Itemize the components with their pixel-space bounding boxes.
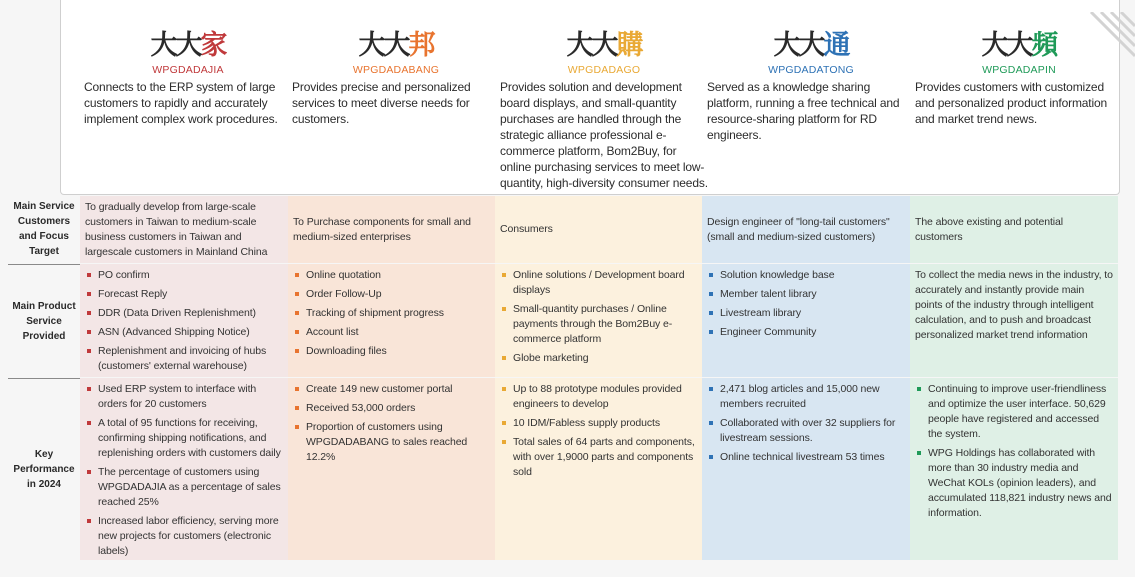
list-item: Continuing to improve user-friendliness and optimize the user interface. 50,629 people have registered and accessed the system. [915, 382, 1113, 442]
list-item: Received 53,000 orders [293, 401, 490, 416]
logo-suffix: 通 [823, 29, 849, 61]
list-item: Forecast Reply [85, 287, 283, 302]
list-item: Online solutions / Development board displays [500, 268, 697, 298]
brand-description: Served as a knowledge sharing platform, running a free technical and resource-sharing platform for RD engineers. [707, 80, 900, 142]
list-item: A total of 95 functions for receiving, confirming shipping notifications, and replenishing orders with customers daily [85, 416, 283, 461]
list-item: Tracking of shipment progress [293, 306, 490, 321]
list-item: Online quotation [293, 268, 490, 283]
list-item: Up to 88 prototype modules provided engineers to develop [500, 382, 697, 412]
logo-prefix: 大大 [150, 29, 201, 61]
brand-name: WPGDADAGO [567, 64, 641, 76]
list-item: Order Follow-Up [293, 287, 490, 302]
cell-product-service-wpgdadabang [288, 264, 495, 377]
brand-name: WPGDADAJIA [152, 64, 224, 76]
cell-focus-target-wpgdadajia [80, 196, 288, 263]
list-item: Total sales of 64 parts and components, with over 1,9000 parts and components sold [500, 435, 697, 480]
list-item: WPG Holdings has collaborated with more than 30 industry media and WeChat KOLs (opinion leaders), and accumulated 118,821 industry news and information. [915, 446, 1113, 521]
brand-description: Provides precise and personalized services to meet diverse needs for customers. [292, 80, 471, 126]
brand-name: WPGDADATONG [768, 64, 854, 76]
brand-logo [707, 26, 915, 61]
brand-wpgdadapin [915, 26, 1123, 127]
logo-suffix: 邦 [408, 29, 434, 61]
list-item: DDR (Data Driven Replenishment) [85, 306, 283, 321]
brand-name: WPGDADAPIN [982, 64, 1056, 76]
cell-text: Consumers [500, 223, 553, 235]
cell-text: The above existing and potential customers [915, 215, 1063, 243]
brand-logo [915, 26, 1123, 61]
list-item: Increased labor efficiency, serving more new projects for customers (electronic labels) [85, 514, 283, 559]
list-item: Account list [293, 325, 490, 340]
cell-text: Design engineer of "long-tail customers"(small and medium-sized customers) [707, 215, 890, 243]
cell-focus-target-wpgdadago [495, 196, 702, 263]
list-item: Small-quantity purchases / Online payments through the Bom2Buy e-commerce platform [500, 302, 697, 347]
cell-product-service-wpgdadapin [910, 264, 1118, 377]
logo-suffix: 家 [200, 29, 226, 61]
row-label-key-performance: Key Performance in 2024 [13, 449, 75, 490]
cell-focus-target-wpgdadapin [910, 196, 1118, 263]
brand-wpgdadajia [84, 26, 292, 127]
list-item: Engineer Community [707, 325, 905, 340]
cell-product-service-wpgdadago [495, 264, 702, 377]
cell-key-performance-wpgdadajia [80, 378, 288, 560]
logo-prefix: 大大 [566, 29, 617, 61]
list-item: ASN (Advanced Shipping Notice) [85, 325, 283, 340]
cell-text: To collect the media news in the industry, to accurately and instantly provide main points of the industry through intelligent calculation, and to push and broadcast personalized market trend information [915, 269, 1113, 341]
cell-key-performance-wpgdadabang [288, 378, 495, 560]
brand-description: Provides customers with customized and personalized product information and market trend news. [915, 80, 1108, 126]
cell-product-service-wpgdadajia [80, 264, 288, 377]
cell-focus-target-wpgdadabang [288, 196, 495, 263]
list-item: Collaborated with over 32 suppliers for livestream sessions. [707, 416, 905, 446]
list-item: Member talent library [707, 287, 905, 302]
logo-prefix: 大大 [773, 29, 824, 61]
cell-focus-target-wpgdadatong [702, 196, 910, 263]
list-item: 2,471 blog articles and 15,000 new members recruited [707, 382, 905, 412]
logo-suffix: 頻 [1031, 29, 1057, 61]
cell-product-service-wpgdadatong [702, 264, 910, 377]
cell-key-performance-wpgdadago [495, 378, 702, 560]
list-item: Solution knowledge base [707, 268, 905, 283]
list-item: Create 149 new customer portal [293, 382, 490, 397]
list-item: Used ERP system to interface with orders for 20 customers [85, 382, 283, 412]
list-item: Globe marketing [500, 351, 697, 366]
logo-suffix: 購 [616, 29, 642, 61]
list-item: The percentage of customers using WPGDADAJIA as a percentage of sales reached 25% [85, 465, 283, 510]
cell-text: To gradually develop from large-scale customers in Taiwan to medium-scale business customers in Taiwan and largescale customers in Mainland China [85, 200, 268, 258]
brand-wpgdadatong [707, 26, 915, 143]
list-item: Online technical livestream 53 times [707, 450, 905, 465]
cell-key-performance-wpgdadatong [702, 378, 910, 560]
brand-wpgdadabang [292, 26, 500, 127]
list-item: Replenishment and invoicing of hubs (customers' external warehouse) [85, 344, 283, 374]
list-item: 10 IDM/Fabless supply products [500, 416, 697, 431]
list-item: PO confirm [85, 268, 283, 283]
logo-prefix: 大大 [358, 29, 409, 61]
brand-logo [292, 26, 500, 61]
logo-prefix: 大大 [981, 29, 1032, 61]
list-item: Livestream library [707, 306, 905, 321]
cell-key-performance-wpgdadapin [910, 378, 1118, 560]
brand-description: Connects to the ERP system of large customers to rapidly and accurately implement complex work procedures. [84, 80, 278, 126]
cell-text: To Purchase components for small and medium-sized enterprises [293, 215, 471, 243]
row-label-product-service: Main Product Service Provided [12, 300, 76, 342]
brand-logo [84, 26, 292, 61]
brand-name: WPGDADABANG [352, 64, 440, 76]
brand-wpgdadago [500, 26, 708, 191]
list-item: Proportion of customers using WPGDADABANG to sales reached 12.2% [293, 420, 490, 465]
list-item: Downloading files [293, 344, 490, 359]
brand-logo [500, 26, 708, 61]
brand-description: Provides solution and development board displays, and small-quantity purchases are handled through the strategic alliance professional e-commerce platform, Bom2Buy, for online purchasing services to meet low-quantity, high-diversity consumer needs. [500, 80, 708, 190]
row-label-focus-target: Main Service Customers and Focus Target [13, 201, 75, 257]
